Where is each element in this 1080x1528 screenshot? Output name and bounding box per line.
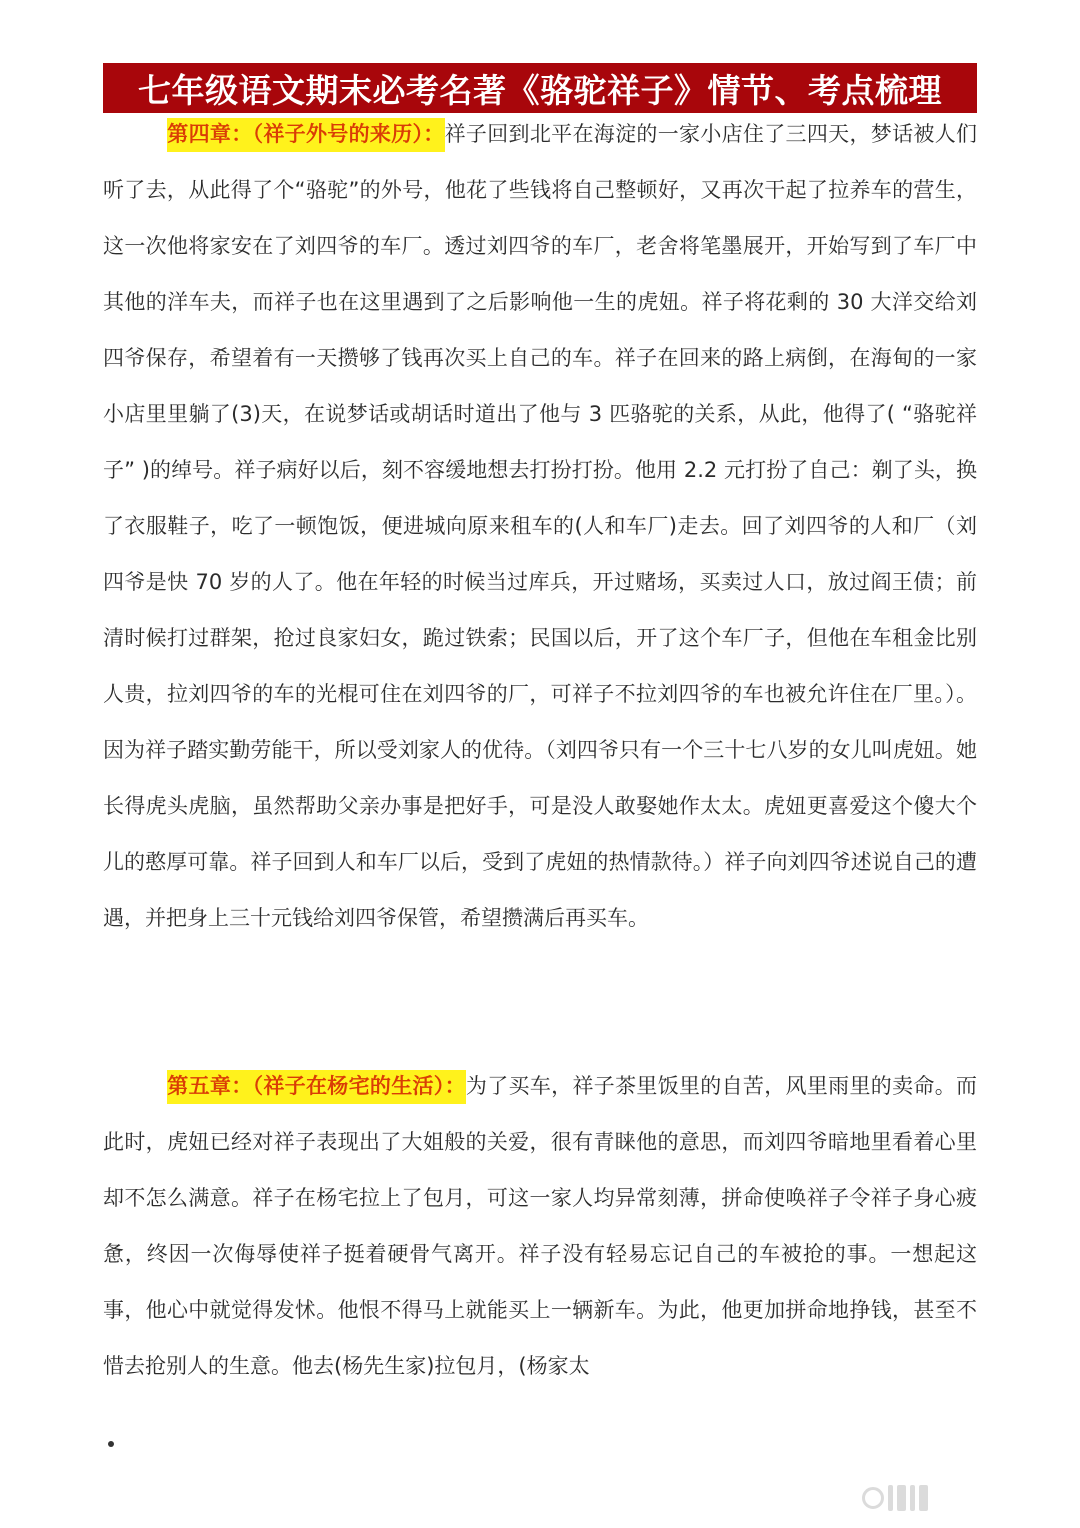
logo-circle-icon — [862, 1487, 884, 1509]
chapter-4-label: 第四章：（祥子外号的来历）： — [167, 118, 445, 152]
chapter-5-paragraph — [103, 1058, 977, 1394]
chapter-5-text: 为了买车，祥子茶里饭里的自苦，风里雨里的卖命。而此时，虎妞已经对祥子表现出了大姐般的关爱，很有青睐他的意思，而刘四爷暗地里看着心里却不怎么满意。祥子在杨宅拉上了包月，可这一家人均异常刻薄，拼命使唤祥子令祥子身心疲惫，终因一次侮辱使祥子挺着硬骨气离开。祥子没有轻易忘记自己的车被抢的事。一想起这事，他心中就觉得发怵。他恨不得马上就能买上一辆新车。为此，他更加拼命地挣钱，甚至不惜去抢别人的生意。他去(杨先生家)拉包月，(杨家太 — [103, 1074, 977, 1378]
logo-bar-icon — [910, 1485, 915, 1511]
chapter-4-text: 祥子回到北平在海淀的一家小店住了三四天，梦话被人们听了去，从此得了个“骆驼”的外号，他花了些钱将自己整顿好，又再次干起了拉养车的营生，这一次他将家安在了刘四爷的车厂。透过刘四爷的车厂，老舍将笔墨展开，开始写到了车厂中其他的洋车夫，而祥子也在这里遇到了之后影响他一生的虎妞。祥子将花剩的 30 大洋交给刘四爷保存，希望着有一天攒够了钱再次买上自己的车。祥子在回来的路上病倒，在海甸的一家小店里里躺了(3)天，在说梦话或胡话时道出了他与 3 匹骆驼的关系，从此，他得了( “骆驼祥子” )的绰号。祥子病好以后，刻不容缓地想去打扮打扮。他用 2.2 元打扮了自己：剃了头，换了衣服鞋子，吃了一顿饱饭，便进城向原来租车的(人和车厂)走去。回了刘四爷的人和厂（刘四爷是快 70 岁的人了。他在年轻的时候当过库兵，开过赌场，买卖过人口，放过阎王债；前清时候打过群架，抢过良家妇女，跪过铁索；民国以后，开了这个车厂子，但他在车租金比别人贵，拉刘四爷的车的光棍可住在刘四爷的厂，可祥子不拉刘四爷的车也被允许住在厂里。）。因为祥子踏实勤劳能干，所以受刘家人的优待。（刘四爷只有一个三十七八岁的女儿叫虎妞。她长得虎头虎脑，虽然帮助父亲办事是把好手，可是没人敢娶她作太太。虎妞更喜爱这个傻大个儿的憨厚可靠。祥子回到人和车厂以后，受到了虎妞的热情款待。）祥子向刘四爷述说自己的遭遇，并把身上三十元钱给刘四爷保管，希望攒满后再买车。 — [103, 122, 978, 930]
bullet-dot — [108, 1441, 114, 1447]
logo-bar-icon — [897, 1485, 906, 1511]
page-title: 七年级语文期末必考名著《骆驼祥子》情节、考点梳理 — [138, 70, 942, 110]
platform-logo-watermark-icon — [862, 1481, 1062, 1515]
logo-bar-icon — [888, 1485, 893, 1511]
logo-bar-icon — [919, 1485, 928, 1511]
chapter-5-label: 第五章：（祥子在杨宅的生活）： — [167, 1070, 466, 1104]
chapter-4-paragraph — [103, 106, 977, 946]
